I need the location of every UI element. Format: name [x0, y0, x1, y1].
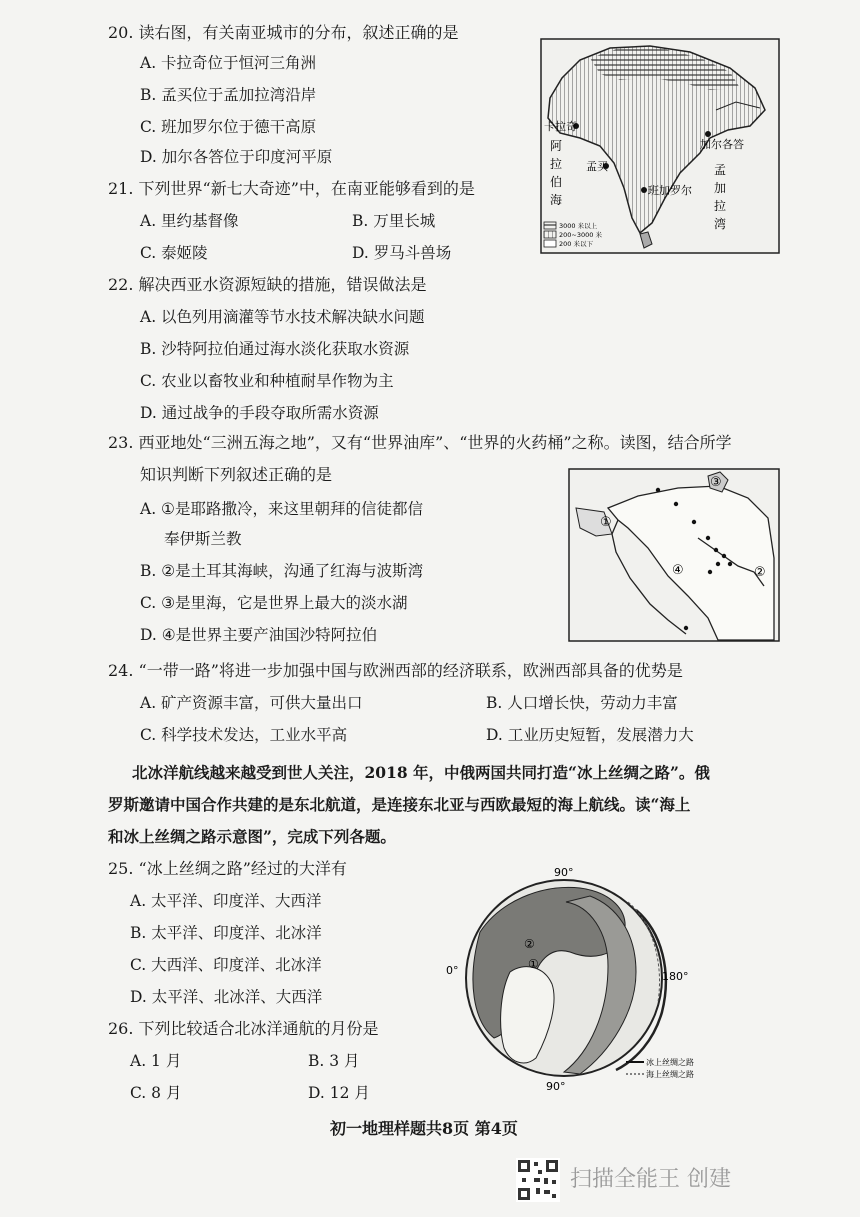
arctic-route-map — [440, 862, 722, 1094]
q20-option-d: D. 加尔各答位于印度河平原 — [140, 148, 333, 166]
label-bay-4: 湾 — [714, 217, 727, 231]
label-mumbai: 孟买 — [586, 160, 608, 173]
q24-option-a: A. 矿产资源丰富，可供大量出口 — [140, 694, 363, 712]
q21-option-d: D. 罗马斗兽场 — [352, 244, 452, 262]
q22-option-a: A. 以色列用滴灌等节水技术解决缺水问题 — [140, 308, 425, 326]
label-arabian-3: 伯 — [550, 175, 563, 189]
label-bangalore: 班加罗尔 — [648, 184, 692, 197]
q26-option-a: A. 1 月 — [130, 1052, 182, 1070]
west-asia-map — [568, 468, 780, 642]
legend-ice-route: 冰上丝绸之路 — [646, 1058, 694, 1067]
q20-option-a: A. 卡拉奇位于恒河三角洲 — [140, 54, 317, 72]
arctic-marker-1: ① — [528, 957, 539, 971]
label-bay-1: 孟 — [714, 163, 727, 177]
q25-option-a: A. 太平洋、印度洋、大西洋 — [130, 892, 322, 910]
q21-option-b: B. 万里长城 — [352, 212, 436, 230]
label-karachi: 卡拉奇 — [544, 120, 577, 133]
marker-4: ④ — [672, 563, 684, 578]
label-arabian-4: 海 — [550, 193, 563, 207]
q25-option-c: C. 大西洋、印度洋、北冰洋 — [130, 956, 322, 974]
q22-option-b: B. 沙特阿拉伯通过海水淡化获取水资源 — [140, 340, 410, 358]
q23-option-a: A. ①是耶路撒冷，来这里朝拜的信徒都信 — [140, 500, 423, 518]
q21-option-c: C. 泰姬陵 — [140, 244, 208, 262]
bangalore-dot — [641, 187, 647, 193]
legend-high: 3000 米以上 — [559, 222, 598, 230]
degree-right: 180° — [662, 970, 689, 983]
q23-option-d: D. ④是世界主要产油国沙特阿拉伯 — [140, 626, 378, 644]
q25-option-b: B. 太平洋、印度洋、北冰洋 — [130, 924, 322, 942]
q21-option-a: A. 里约基督像 — [140, 212, 239, 230]
south-asia-map — [540, 38, 780, 254]
q26-option-c: C. 8 月 — [130, 1084, 182, 1102]
q26-option-b: B. 3 月 — [308, 1052, 360, 1070]
passage-line-3: 和冰上丝绸之路示意图”，完成下列各题。 — [108, 827, 396, 846]
q25-option-d: D. 太平洋、北冰洋、大西洋 — [130, 988, 323, 1006]
passage-line-2: 罗斯邀请中国合作共建的是东北航道，是连接东北亚与西欧最短的海上航线。读“海上 — [108, 795, 691, 814]
legend-low: 200 米以下 — [559, 240, 593, 248]
legend-mid: 200~3000 米 — [559, 231, 602, 239]
scanner-watermark: 扫描全能王 创建 — [570, 1167, 731, 1192]
label-bay-3: 拉 — [714, 199, 727, 213]
arctic-marker-2: ② — [524, 937, 535, 951]
degree-left: 0° — [446, 964, 459, 977]
question-24-stem: 24. “一带一路”将进一步加强中国与欧洲西部的经济联系，欧洲西部具备的优势是 — [108, 661, 683, 680]
q23-option-a-cont: 奉伊斯兰教 — [164, 530, 242, 548]
qr-code-icon — [516, 1158, 560, 1202]
question-23-stem: 23. 西亚地处“三洲五海之地”，又有“世界油库”、“世界的火药桶”之称。读图，结合所学 — [108, 433, 732, 452]
question-23-stem-cont: 知识判断下列叙述正确的是 — [140, 465, 333, 484]
q20-option-c: C. 班加罗尔位于德干高原 — [140, 118, 317, 136]
label-kolkata: 加尔各答 — [700, 138, 744, 151]
q23-option-b: B. ②是土耳其海峡，沟通了红海与波斯湾 — [140, 562, 424, 580]
q22-option-d: D. 通过战争的手段夺取所需水资源 — [140, 404, 379, 422]
label-arabian-1: 阿 — [550, 139, 563, 153]
passage-line-1: 北冰洋航线越来越受到世人关注，2018 年，中俄两国共同打造“冰上丝绸之路”。俄 — [132, 763, 710, 782]
degree-top: 90° — [554, 866, 574, 879]
kolkata-dot — [705, 131, 711, 137]
q24-option-c: C. 科学技术发达，工业水平高 — [140, 726, 348, 744]
question-22-stem: 22. 解决西亚水资源短缺的措施，错误做法是 — [108, 275, 427, 294]
degree-bottom: 90° — [546, 1080, 566, 1093]
legend-sea-route: 海上丝绸之路 — [646, 1070, 694, 1079]
q22-option-c: C. 农业以畜牧业和种植耐旱作物为主 — [140, 372, 394, 390]
question-25-stem: 25. “冰上丝绸之路”经过的大洋有 — [108, 859, 347, 878]
q23-option-c: C. ③是里海，它是世界上最大的淡水湖 — [140, 594, 408, 612]
arctic-legend — [626, 1057, 694, 1079]
question-20-stem: 20. 读右图，有关南亚城市的分布，叙述正确的是 — [108, 23, 459, 42]
marker-3: ③ — [710, 475, 722, 490]
page-footer: 初一地理样题共8页 第4页 — [330, 1119, 518, 1138]
q24-option-b: B. 人口增长快，劳动力丰富 — [486, 694, 678, 712]
question-21-stem: 21. 下列世界“新七大奇迹”中，在南亚能够看到的是 — [108, 179, 475, 198]
q26-option-d: D. 12 月 — [308, 1084, 370, 1102]
q20-option-b: B. 孟买位于孟加拉湾沿岸 — [140, 86, 317, 104]
marker-2: ② — [754, 565, 766, 580]
label-arabian-2: 拉 — [550, 157, 563, 171]
marker-1: ① — [600, 515, 612, 530]
question-26-stem: 26. 下列比较适合北冰洋通航的月份是 — [108, 1019, 379, 1038]
q24-option-d: D. 工业历史短暂，发展潜力大 — [486, 726, 694, 744]
label-bay-2: 加 — [714, 181, 727, 195]
